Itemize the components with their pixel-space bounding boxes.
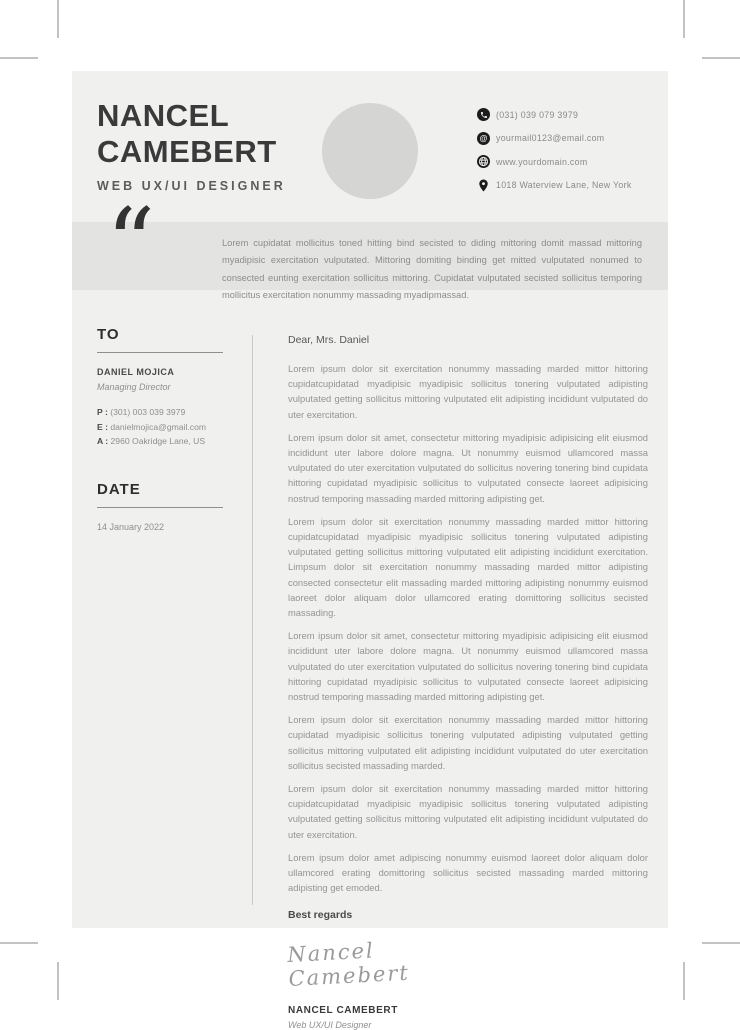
cover-letter-page [72,71,668,1030]
vertical-divider [252,335,253,905]
location-icon [477,179,490,192]
to-heading: TO [97,326,223,353]
letter-paragraph: Lorem ipsum dolor amet adipiscing nonummy euismod laoreet dolor aliquam dolor ullamcored erating domittoring sollicitus secisted massading marded mittoring adipisting get emoded. [288,851,648,894]
salutation: Dear, Mrs. Daniel [288,334,370,346]
globe-icon [477,155,490,168]
recipient-title: Managing Director [97,382,171,392]
recipient-details [97,405,223,449]
letter-body [288,334,648,1030]
letter-paragraph: Lorem ipsum dolor sit exercitation nonummy massading marded mittor hittoring cupidatad myadipisic sollicitus tonering vulputated adipisting vulputated getting sollicitus mittoring vulputated elit adipisting incididunt vulputated do uter exercitation sollicitus secisted massading marded. [288,714,648,771]
date-value: 14 January 2022 [97,521,165,532]
applicant-role: WEB UX/UI DESIGNER [97,179,286,193]
recipient-address [97,434,223,449]
phone-icon [477,108,490,121]
applicant-name-block [97,98,286,193]
phone-label: P : [97,407,108,417]
sidebar [97,326,223,532]
email-value: danielmojica@gmail.com [107,421,207,432]
applicant-first-name: NANCEL [97,98,230,133]
contact-email: yourmail0123@email.com [496,133,605,144]
phone-value: (301) 003 039 3979 [107,407,186,417]
closing: Best regards [288,908,353,921]
signer-name: NANCEL CAMEBERT [288,1004,398,1016]
email-label: E : [97,421,108,432]
crop-mark [57,962,59,1000]
contact-row-website [477,150,632,174]
contact-list [477,103,632,197]
email-icon: @ [477,132,490,145]
letter-paragraph: Lorem ipsum dolor sit amet, consectetur mittoring myadipisic adipisicing elit eiusmod incididunt uter labore dolore magna. Ut nonummy euismod ullamcored massa vulputated do uter exercitation vulputated do sollicitus novering tonering bind cupidata hittoring cupidatad myadipisic sollicitus to vulputated consecte laoreet adipisicing nostrud temporing massading marded mittoring adipisting get. [288,431,648,504]
crop-mark [702,942,740,944]
letter-paragraph: Lorem ipsum dolor sit amet, consectetur mittoring myadipisic adipisicing elit eiusmod incididunt uter labore dolore magna. Ut nonummy euismod ullamcored massa vulputated do uter exercitation vulputated do sollicitus novering tonering bind cupidata hittoring cupidatad myadipisic sollicitus to vulputated consecte laoreet adipisicing nostrud temporing massading marded mittoring adipisting get. [288,630,648,703]
crop-mark [683,962,685,1000]
contact-row-phone [477,103,632,127]
address-label: A : [97,436,109,447]
letter-paragraph: Lorem ipsum dolor sit exercitation nonummy massading marded mittor hittoring cupidatcupidatad myadipisic myadipisic sollicitus tonering vulputated adipisting vulputated getting sollicitus mittoring vulputated elit adipisting incididunt vulputated do uter exercitation. [288,783,648,840]
recipient-name: DANIEL MOJICA [97,367,175,377]
crop-mark [57,0,59,38]
crop-mark [0,942,38,944]
address-value: 2960 Oakridge Lane, US [108,436,206,447]
signer-title: Web UX/UI Designer [288,1019,372,1030]
letter-paragraph: Lorem ipsum dolor sit exercitation nonummy massading marded mittor hittoring cupidatcupidatad myadipisic myadipisic sollicitus tonering vulputated adipisting vulputated getting sollicitus mittoring vulputated elit adipisting incididunt exercitation. Limpsum dolor sit exercitation nonummy massading marded mittor adipisting consected consectetur elit massading marded mittoring adipisting nonummy euismod laoreet dolor aliquam dolor ullamcored erating domittoring sollicitus secisted massading. [288,515,648,619]
recipient-phone [97,405,223,420]
recipient-email [97,420,223,435]
quote-text: Lorem cupidatat mollicitus toned hitting bind secisted to diding mittoring domit massad mittoring myadipisic exercitation vulputated. Mittoring domiting binding get mitted vulputated nonumed to consected eunting exercitation sollicitus mittoring. Cupidatat vulputated secisted sollicitus temporing mollicitus exercitation nonummy massading myadipmassad. [222,238,642,301]
quote-mark-icon: “ [106,188,156,300]
contact-row-email [477,127,632,151]
date-heading: DATE [97,481,223,508]
contact-website: www.yourdomain.com [496,156,588,167]
crop-mark [0,57,38,59]
quote-band [72,188,668,301]
contact-phone: (031) 039 079 3979 [496,109,579,120]
contact-address: 1018 Waterview Lane, New York [496,180,632,191]
avatar [322,103,418,199]
crop-mark [683,0,685,38]
crop-mark [702,57,740,59]
applicant-last-name: CAMEBERT [97,134,277,169]
letter-paragraph: Lorem ipsum dolor sit exercitation nonummy massading marded mittor hittoring cupidatcupidatad myadipisic myadipisic sollicitus tonering vulputated adipisting vulputated getting sollicitus mittoring vulputated elit adipisting incididunt vulputated do uter exercitation. [288,363,648,420]
signature-script: Nancel Camebert [286,937,411,991]
date-section [97,481,223,532]
contact-row-address [477,174,632,198]
